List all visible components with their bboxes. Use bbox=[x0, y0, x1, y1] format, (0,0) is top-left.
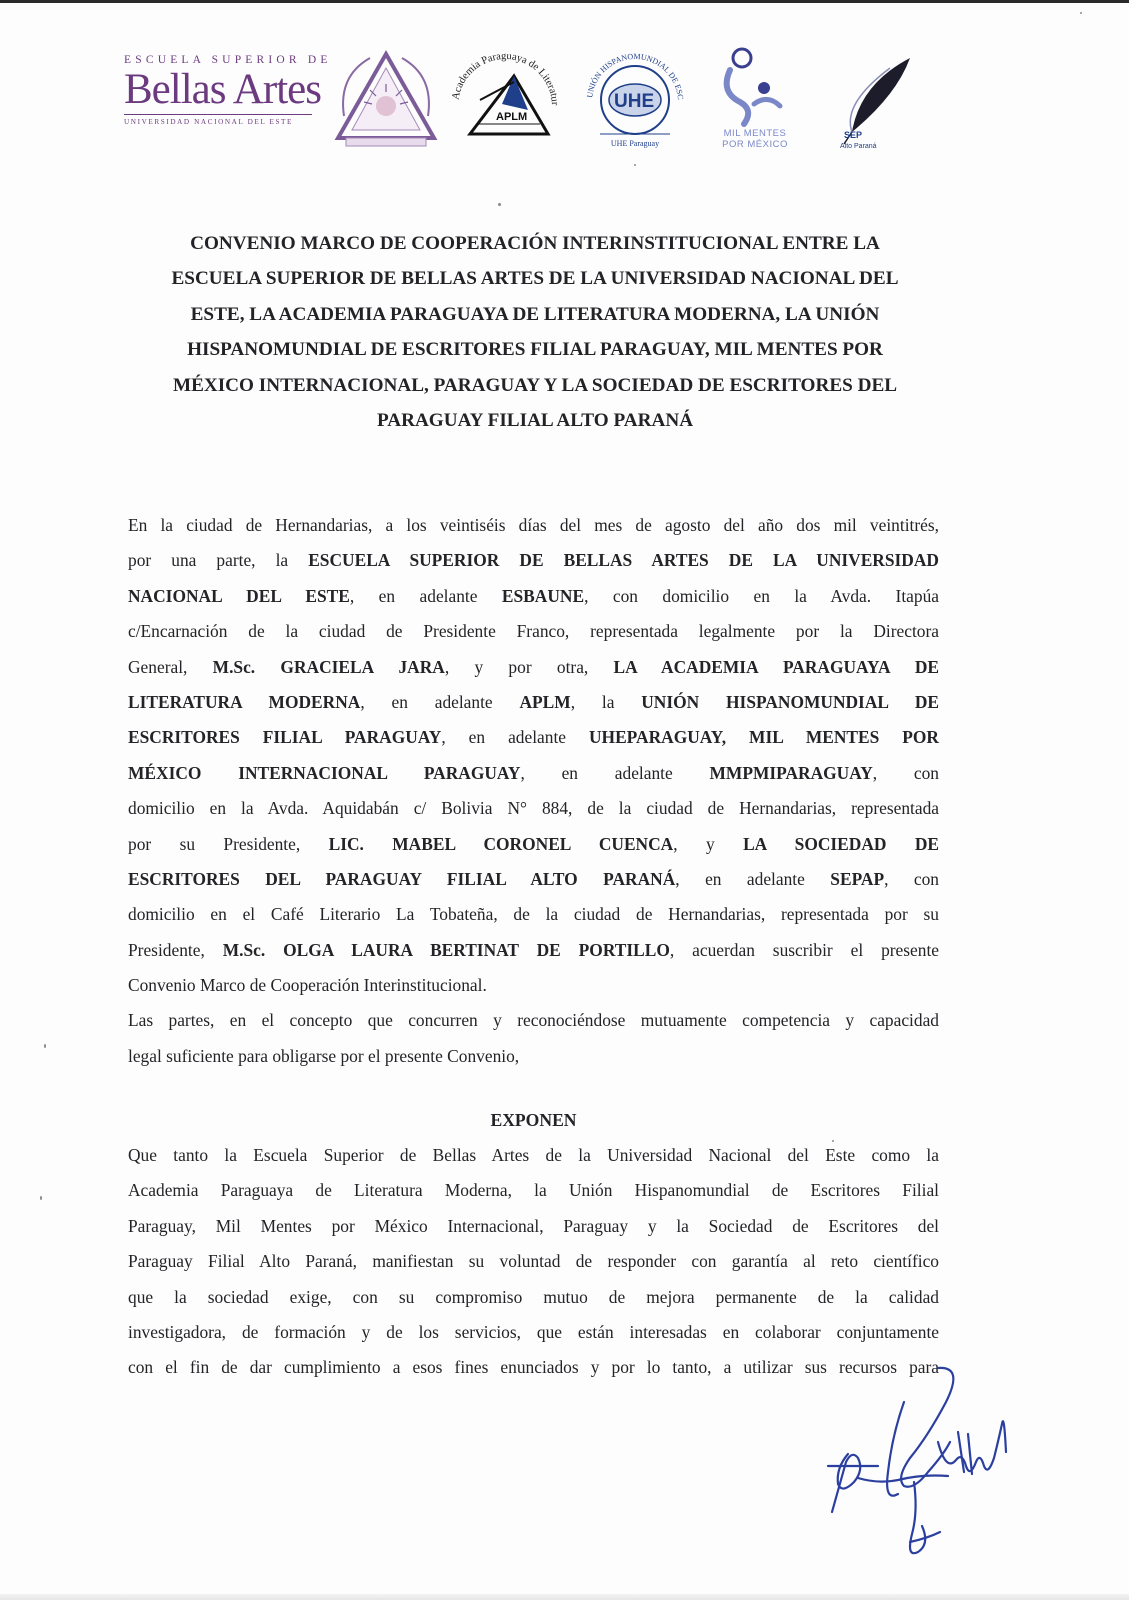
uhe-caption: UHE Paraguay bbox=[610, 139, 660, 148]
text-run: , en adelante bbox=[349, 585, 502, 606]
logo-strip bbox=[110, 30, 930, 165]
signature-scribble-icon bbox=[818, 1362, 1038, 1592]
text-run: , con domicilio en la Avda. Itapúa bbox=[584, 585, 939, 606]
bellas-artes-logo-bottom: UNIVERSIDAD NACIONAL DEL ESTE bbox=[124, 118, 294, 126]
representative-name: M.Sc. OLGA LAURA BERTINAT DE PORTILLO bbox=[222, 939, 670, 960]
body-line: domicilio en el Café Literario La Tobateña, de la ciudad de Hernandarias, representada por su bbox=[128, 904, 939, 925]
text-run: , la bbox=[570, 691, 642, 712]
acronym-mmpmiparaguay: MMPMIPARAGUAY bbox=[709, 762, 873, 783]
body-line: investigadora, de formación y de los servicios, que están interesadas en colaborar conjuntamente bbox=[128, 1321, 939, 1342]
scan-speck bbox=[634, 164, 636, 166]
svg-text:Academia Paraguaya de Literatu bbox=[444, 42, 560, 106]
body-line bbox=[128, 543, 939, 578]
party-name-mmpmi: MÉXICO INTERNACIONAL PARAGUAY bbox=[128, 762, 521, 783]
document-title bbox=[120, 226, 950, 438]
title-line: CONVENIO MARCO DE COOPERACIÓN INTERINSTITUCIONAL ENTRE LA bbox=[190, 233, 880, 254]
text-run: por su Presidente, bbox=[128, 833, 329, 854]
quill-feather-icon bbox=[830, 44, 920, 156]
aplm-center-text: APLM bbox=[496, 111, 528, 123]
handwritten-signature bbox=[818, 1362, 1038, 1592]
sep-line1: SEP bbox=[844, 130, 863, 140]
aplm-logo bbox=[444, 42, 566, 160]
bellas-artes-logo bbox=[124, 54, 332, 134]
text-run: , con bbox=[872, 762, 939, 783]
sep-line2: Alto Paraná bbox=[840, 143, 877, 150]
uhe-globe-seal-icon bbox=[580, 46, 690, 154]
body-line bbox=[128, 827, 939, 862]
body-line: que la sociedad exige, con su compromiso mutuo de mejora permanente de la calidad bbox=[128, 1286, 939, 1307]
scan-top-edge bbox=[0, 0, 1129, 3]
mil-mentes-logo bbox=[710, 40, 800, 152]
party-name-sepap-cont: ESCRITORES DEL PARAGUAY FILIAL ALTO PARANÁ bbox=[128, 868, 676, 889]
title-line: MÉXICO INTERNACIONAL, PARAGUAY Y LA SOCIEDAD DE ESCRITORES DEL bbox=[172, 374, 898, 396]
party-name-aplm-cont: LITERATURA MODERNA bbox=[128, 691, 361, 712]
text-run: , y por otra, bbox=[444, 656, 614, 677]
body-line bbox=[128, 862, 939, 897]
acronym-esbaune: ESBAUNE bbox=[501, 585, 585, 606]
body-line: Que tanto la Escuela Superior de Bellas Artes de la Universidad Nacional del Este como la bbox=[128, 1145, 939, 1165]
body-line bbox=[128, 933, 939, 968]
title-line: ESCUELA SUPERIOR DE BELLAS ARTES DE LA UNIVERSIDAD NACIONAL DEL bbox=[171, 268, 899, 290]
acronym-uheparaguay: UHEPARAGUAY, MIL MENTES POR bbox=[589, 727, 939, 748]
body-line: domicilio en la Avda. Aquidabán c/ Bolivia N° 884, de la ciudad de Hernandarias, representada bbox=[128, 798, 939, 819]
sociedad-escritores-emblem bbox=[330, 46, 442, 150]
scan-speck bbox=[1080, 12, 1082, 14]
intro-paragraph bbox=[128, 508, 939, 1074]
scan-speck bbox=[44, 1044, 46, 1048]
body-line: con el fin de dar cumplimiento a esos fines enunciados y por lo tanto, a utilizar sus recursos para bbox=[128, 1357, 939, 1378]
body-line: Convenio Marco de Cooperación Interinstitucional. bbox=[128, 975, 487, 996]
text-run: , con bbox=[884, 868, 939, 889]
exponen-paragraph bbox=[128, 1138, 939, 1386]
party-name-uhe-cont: ESCRITORES FILIAL PARAGUAY bbox=[128, 727, 442, 748]
title-line: PARAGUAY FILIAL ALTO PARANÁ bbox=[376, 410, 694, 432]
scan-speck bbox=[40, 1196, 42, 1200]
text-run: , en adelante bbox=[441, 727, 589, 748]
text-run: , y bbox=[673, 833, 744, 854]
aplm-seal-icon bbox=[444, 42, 566, 160]
uhe-ring-text: UNIÓN HISPANOMUNDIAL DE ESC bbox=[585, 51, 685, 101]
text-run: , en adelante bbox=[675, 868, 831, 889]
party-name-esbaune: ESCUELA SUPERIOR DE BELLAS ARTES DE LA UNIVERSIDAD bbox=[308, 550, 939, 571]
body-line: c/Encarnación de la ciudad de Presidente Franco, representada legalmente por la Directora bbox=[128, 621, 939, 642]
body-line bbox=[128, 685, 939, 720]
party-name-aplm: LA ACADEMIA PARAGUAYA DE bbox=[613, 656, 939, 677]
scan-speck bbox=[832, 1140, 834, 1142]
body-line: En la ciudad de Hernandarias, a los veintiséis días del mes de agosto del año dos mil veintitrés, bbox=[128, 515, 939, 535]
aplm-ring-text: Academia Paraguaya de Literatur bbox=[450, 50, 561, 106]
title-line: HISPANOMUNDIAL DE ESCRITORES FILIAL PARAGUAY, MIL MENTES POR bbox=[187, 339, 883, 361]
acronym-sepap: SEPAP bbox=[830, 868, 885, 889]
party-name-sepap: LA SOCIEDAD DE bbox=[743, 833, 939, 854]
text-run: , en adelante bbox=[360, 691, 520, 712]
title-line: ESTE, LA ACADEMIA PARAGUAYA DE LITERATURA MODERNA, LA UNIÓN bbox=[190, 303, 880, 325]
triangle-sun-emblem-icon bbox=[330, 46, 442, 150]
scan-bottom-edge bbox=[0, 1594, 1129, 1600]
exponen-heading: EXPONEN bbox=[490, 1110, 577, 1130]
uhe-center-text: UHE bbox=[614, 91, 655, 112]
bellas-artes-logo-top: ESCUELA SUPERIOR DE bbox=[124, 54, 332, 66]
mil-mentes-line1: MIL MENTES bbox=[723, 128, 787, 139]
text-run: General, bbox=[128, 656, 213, 677]
body-line bbox=[128, 720, 939, 755]
text-run: por una parte, la bbox=[128, 550, 309, 571]
scan-speck bbox=[498, 203, 501, 206]
bellas-artes-logo-main: Bellas Artes bbox=[124, 66, 321, 113]
body-line: legal suficiente para obligarse por el presente Convenio, bbox=[128, 1045, 520, 1066]
body-line bbox=[128, 756, 939, 791]
body-line bbox=[128, 650, 939, 685]
uhe-logo bbox=[580, 46, 690, 154]
acronym-aplm: APLM bbox=[519, 691, 571, 712]
body-line: Paraguay, Mil Mentes por México Internacional, Paraguay y la Sociedad de Escritores del bbox=[128, 1215, 939, 1236]
sep-logo bbox=[830, 44, 920, 156]
representative-name: LIC. MABEL CORONEL CUENCA bbox=[328, 833, 674, 854]
text-run: Presidente, bbox=[128, 939, 223, 960]
text-run: , acuerdan suscribir el presente bbox=[669, 939, 940, 960]
mil-mentes-heads-icon bbox=[710, 40, 800, 152]
mil-mentes-line2: POR MÉXICO bbox=[722, 139, 788, 150]
body-line: Paraguay Filial Alto Paraná, manifiestan su voluntad de responder con garantía al reto científico bbox=[128, 1251, 939, 1272]
body-line: Las partes, en el concepto que concurren y reconociéndose mutuamente competencia y capacidad bbox=[128, 1010, 939, 1031]
text-run: , en adelante bbox=[520, 762, 710, 783]
representative-name: M.Sc. GRACIELA JARA bbox=[212, 656, 445, 677]
body-line bbox=[128, 579, 939, 614]
party-name-esbaune-cont: NACIONAL DEL ESTE bbox=[128, 585, 350, 606]
party-name-uhe: UNIÓN HISPANOMUNDIAL DE bbox=[641, 691, 940, 712]
bellas-artes-logo-rule bbox=[124, 114, 312, 115]
body-line: Academia Paraguaya de Literatura Moderna, la Unión Hispanomundial de Escritores Filial bbox=[128, 1180, 939, 1201]
